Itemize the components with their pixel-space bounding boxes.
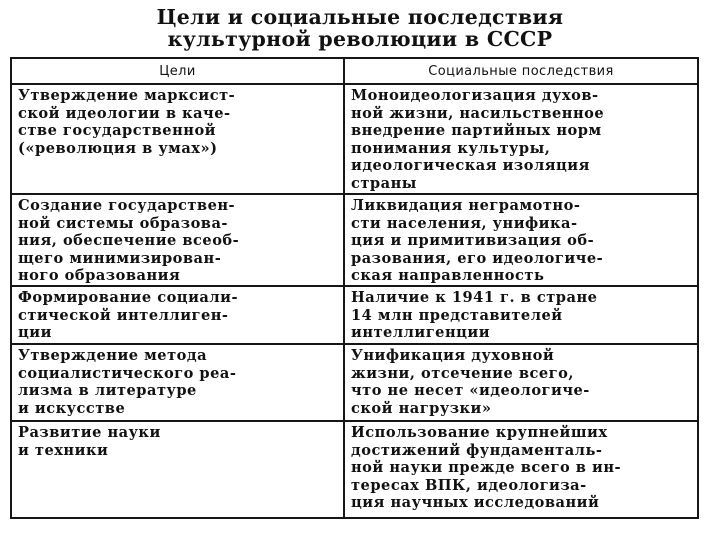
table-header-row — [11, 58, 698, 84]
text-line: ной науки прежде всего в ин- — [351, 459, 622, 477]
table-row — [11, 194, 698, 286]
text-line: ной жизни, насильственное — [351, 104, 605, 122]
text-line: Утверждение марксист- — [18, 87, 236, 104]
text-line: ного образования — [18, 267, 181, 285]
text-line: и искусстве — [18, 399, 126, 417]
text-line: («революция в умах») — [18, 139, 218, 157]
text-line: ская направленность — [351, 267, 545, 285]
goal-cell — [11, 421, 344, 518]
consequence-text — [351, 287, 693, 342]
text-line: ской идеологии в каче- — [18, 104, 231, 122]
text-line: Использование крупнейших — [351, 424, 608, 441]
text-line: Наличие к 1941 г. в стране — [351, 289, 598, 306]
consequence-cell — [344, 421, 698, 518]
text-line: Унификация духовной — [351, 347, 555, 364]
consequence-text — [351, 195, 693, 285]
goal-text — [18, 195, 339, 285]
goal-text — [18, 422, 339, 459]
text-line: и техники — [18, 441, 109, 459]
header-consequences: Социальные последствия — [344, 58, 698, 84]
text-line: интеллигенции — [351, 324, 491, 342]
text-line: Создание государствен- — [18, 197, 236, 214]
text-line: ния, обеспечение всеоб- — [18, 232, 240, 250]
text-line: 14 млн представителей — [351, 306, 563, 324]
text-line: понимания культуры, — [351, 139, 551, 157]
text-line: внедрение партийных норм — [351, 122, 602, 140]
text-line: щего минимизирован- — [18, 249, 222, 267]
title-line-2: культурной революции в СССР — [167, 27, 553, 51]
text-line: тересах ВПК, идеологиза- — [351, 476, 587, 494]
text-line: Моноидеологизация духов- — [351, 87, 599, 104]
consequence-text — [351, 345, 693, 417]
text-line: что не несет «идеологиче- — [351, 382, 590, 400]
text-line: разования, его идеологиче- — [351, 249, 604, 267]
text-line: Развитие науки — [18, 424, 161, 441]
text-line: ция и примитивизация об- — [351, 232, 595, 250]
goal-cell — [11, 286, 344, 344]
goals-consequences-table — [10, 57, 699, 519]
consequence-cell — [344, 194, 698, 286]
text-line: Утверждение метода — [18, 347, 208, 364]
text-line: достижений фундаменталь- — [351, 441, 603, 459]
goal-text — [18, 85, 339, 157]
table-row — [11, 84, 698, 194]
text-line: Ликвидация неграмотно- — [351, 197, 581, 214]
text-line: ция научных исследований — [351, 494, 600, 512]
text-line: ции — [18, 324, 52, 342]
text-line: стве государственной — [18, 122, 217, 140]
consequence-text — [351, 422, 693, 512]
text-line: жизни, отсечение всего, — [351, 364, 574, 382]
goal-cell — [11, 344, 344, 421]
goal-text — [18, 345, 339, 417]
title-line-1: Цели и социальные последствия — [156, 5, 564, 29]
text-line: Формирование социали- — [18, 289, 239, 306]
text-line: ной системы образова- — [18, 214, 228, 232]
table-row — [11, 344, 698, 421]
text-line: лизма в литературе — [18, 382, 197, 400]
table-row — [11, 286, 698, 344]
goal-cell — [11, 84, 344, 194]
text-line: социалистического реа- — [18, 364, 237, 382]
consequence-cell — [344, 286, 698, 344]
text-line: сти населения, унифика- — [351, 214, 578, 232]
header-goals: Цели — [11, 58, 344, 84]
text-line: страны — [351, 174, 417, 192]
table-row — [11, 421, 698, 518]
text-line: идеологическая изоляция — [351, 157, 590, 175]
page-title — [0, 6, 720, 50]
goal-text — [18, 287, 339, 342]
consequence-cell — [344, 344, 698, 421]
consequence-text — [351, 85, 693, 193]
goal-cell — [11, 194, 344, 286]
text-line: ской нагрузки» — [351, 399, 492, 417]
consequence-cell — [344, 84, 698, 194]
text-line: стической интеллиген- — [18, 306, 229, 324]
